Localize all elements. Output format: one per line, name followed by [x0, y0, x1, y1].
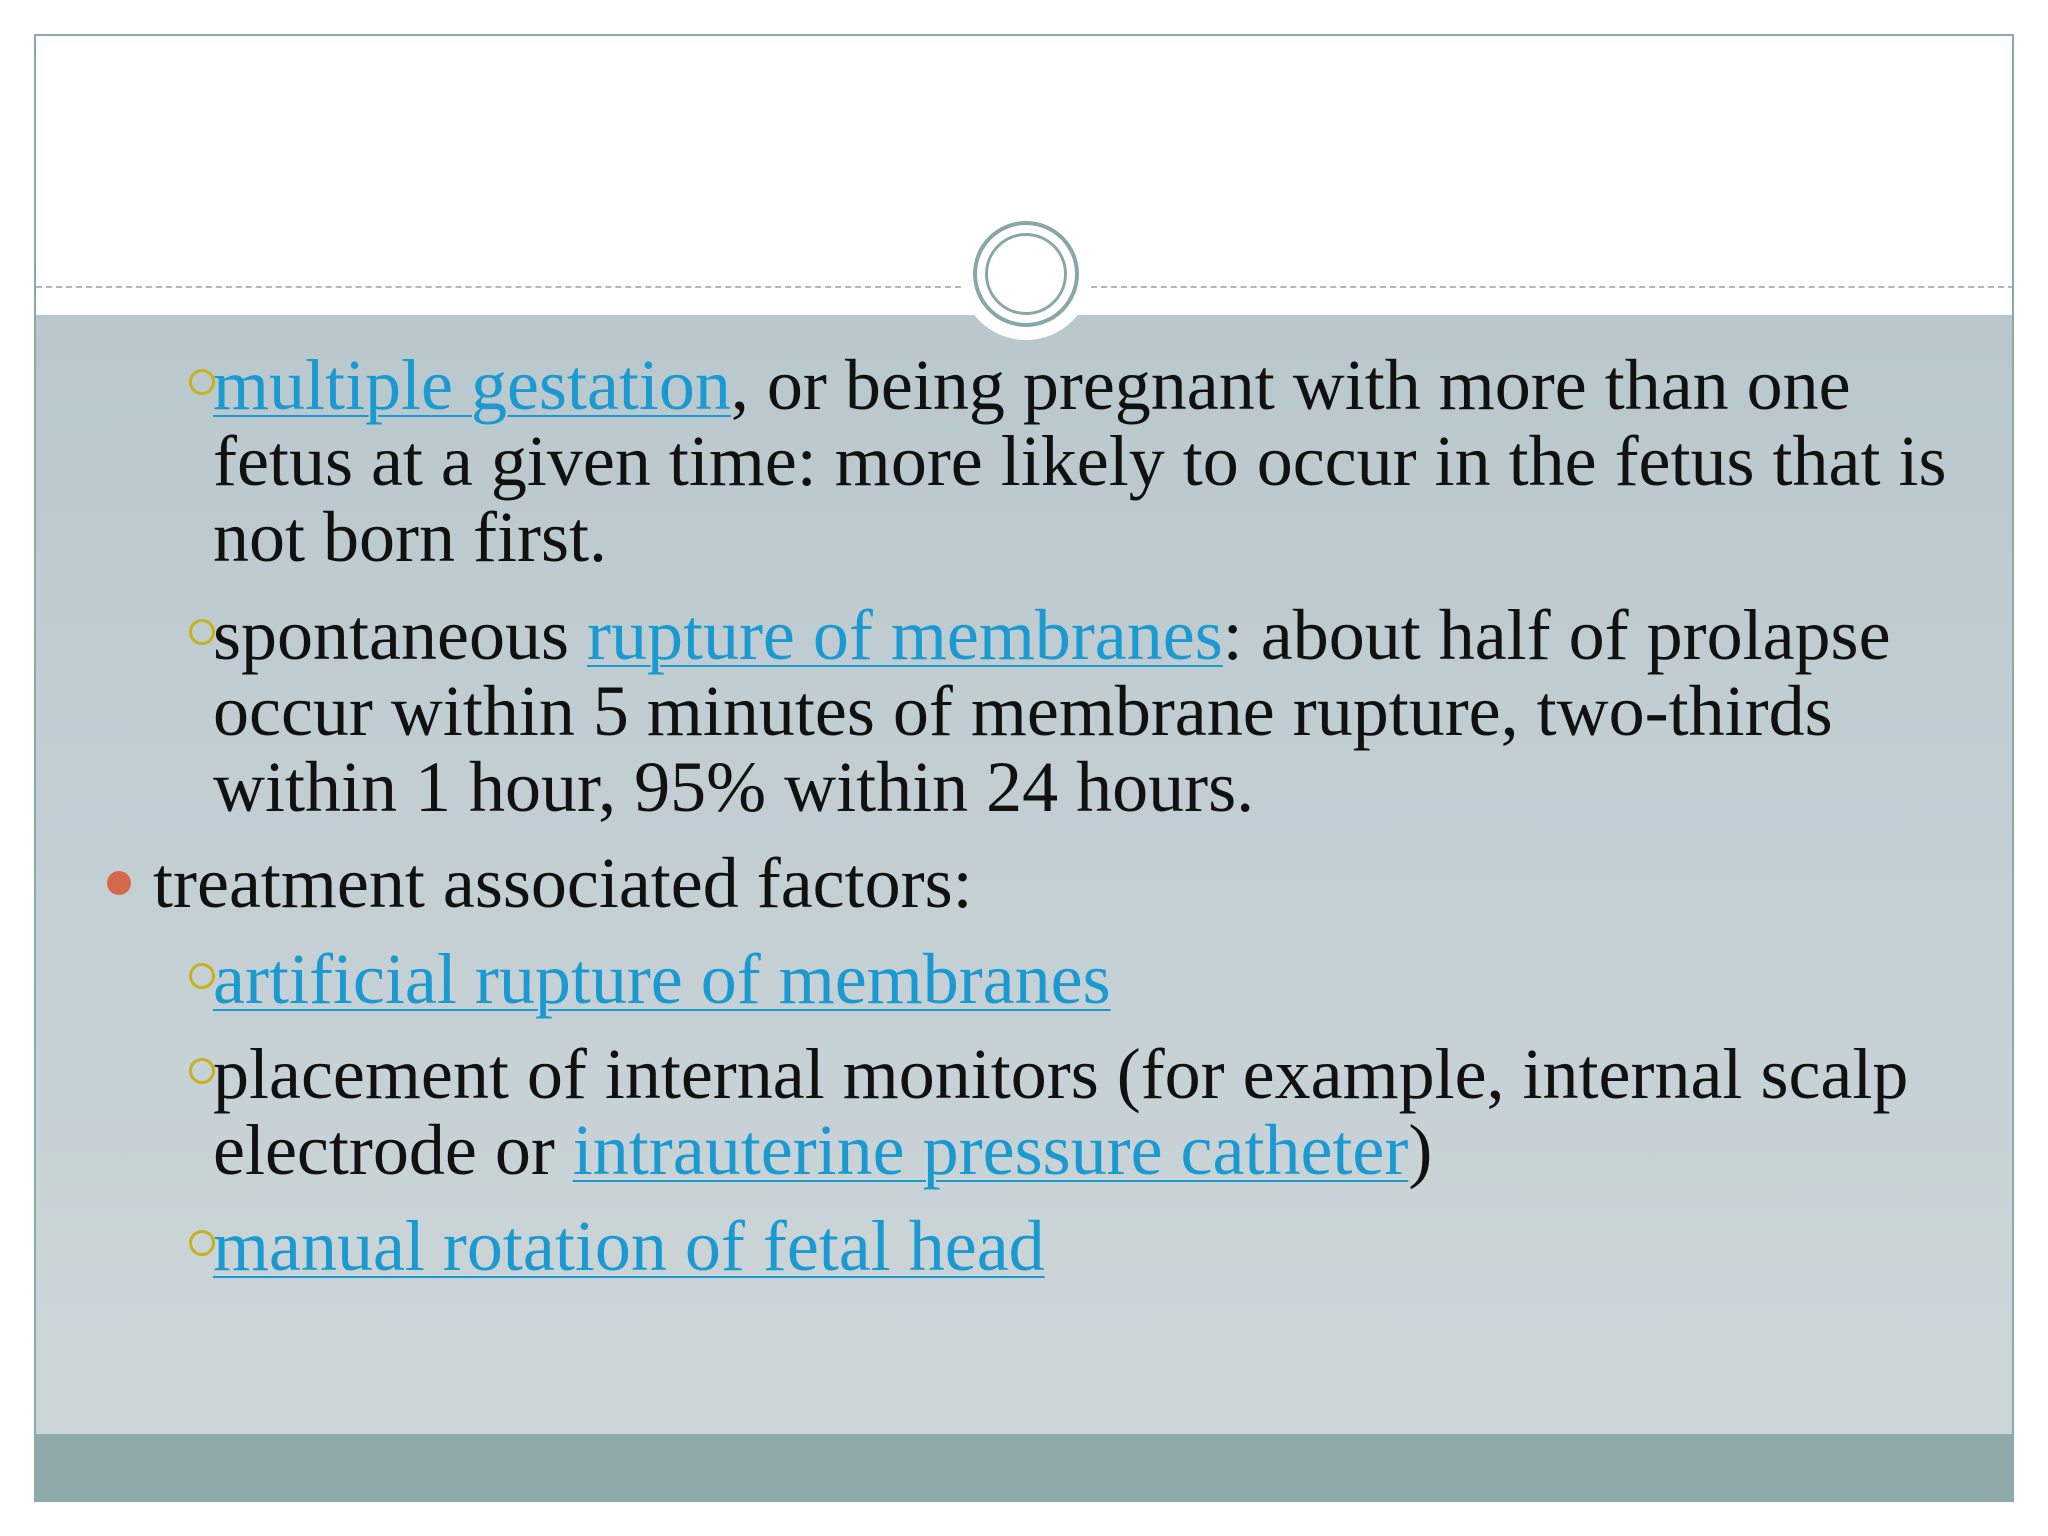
list-item-text: placement of internal monitors (for example, internal scalp electrode or: [213, 1034, 1909, 1190]
link-multiple-gestation[interactable]: multiple gestation: [213, 345, 731, 425]
header-divider-left: [36, 286, 961, 288]
dot-bullet-icon: [107, 871, 131, 895]
link-intrauterine-pressure-catheter[interactable]: intrauterine pressure catheter: [572, 1110, 1409, 1190]
circle-ornament-icon: [973, 221, 1079, 327]
list-item: [213, 1208, 2003, 1284]
circle-ornament-inner-ring: [985, 233, 1067, 315]
ring-bullet-icon: [189, 1058, 215, 1084]
ring-bullet-icon: [189, 619, 215, 645]
list-item-text: treatment associated factors:: [153, 843, 973, 923]
slide: [34, 34, 2014, 1502]
link-manual-rotation-of-fetal-head[interactable]: manual rotation of fetal head: [213, 1206, 1045, 1286]
list-item: [213, 347, 2003, 575]
list-item-text: ): [1408, 1110, 1433, 1190]
list-item-text: spontaneous: [213, 595, 587, 675]
link-artificial-rupture-of-membranes[interactable]: artificial rupture of membranes: [213, 939, 1111, 1019]
list-item: [153, 845, 2003, 921]
list-item-text: : about half of prolapse occur within 5 minutes of membrane rupture, two-thirds within 1 hour, 95% within 24 hours.: [213, 595, 1891, 827]
list-item: [213, 1036, 2003, 1188]
ring-bullet-icon: [189, 369, 215, 395]
list-item: [213, 597, 2003, 825]
header-divider-right: [1091, 286, 2014, 288]
ring-bullet-icon: [189, 1230, 215, 1256]
list-item-text: , or being pregnant with more than one fetus at a given time: more likely to occur in the fetus that is not born first.: [213, 345, 1947, 577]
footer-band: [36, 1434, 2012, 1502]
ring-bullet-icon: [189, 963, 215, 989]
link-rupture-of-membranes[interactable]: rupture of membranes: [586, 595, 1223, 675]
list-item: [213, 941, 2003, 1017]
